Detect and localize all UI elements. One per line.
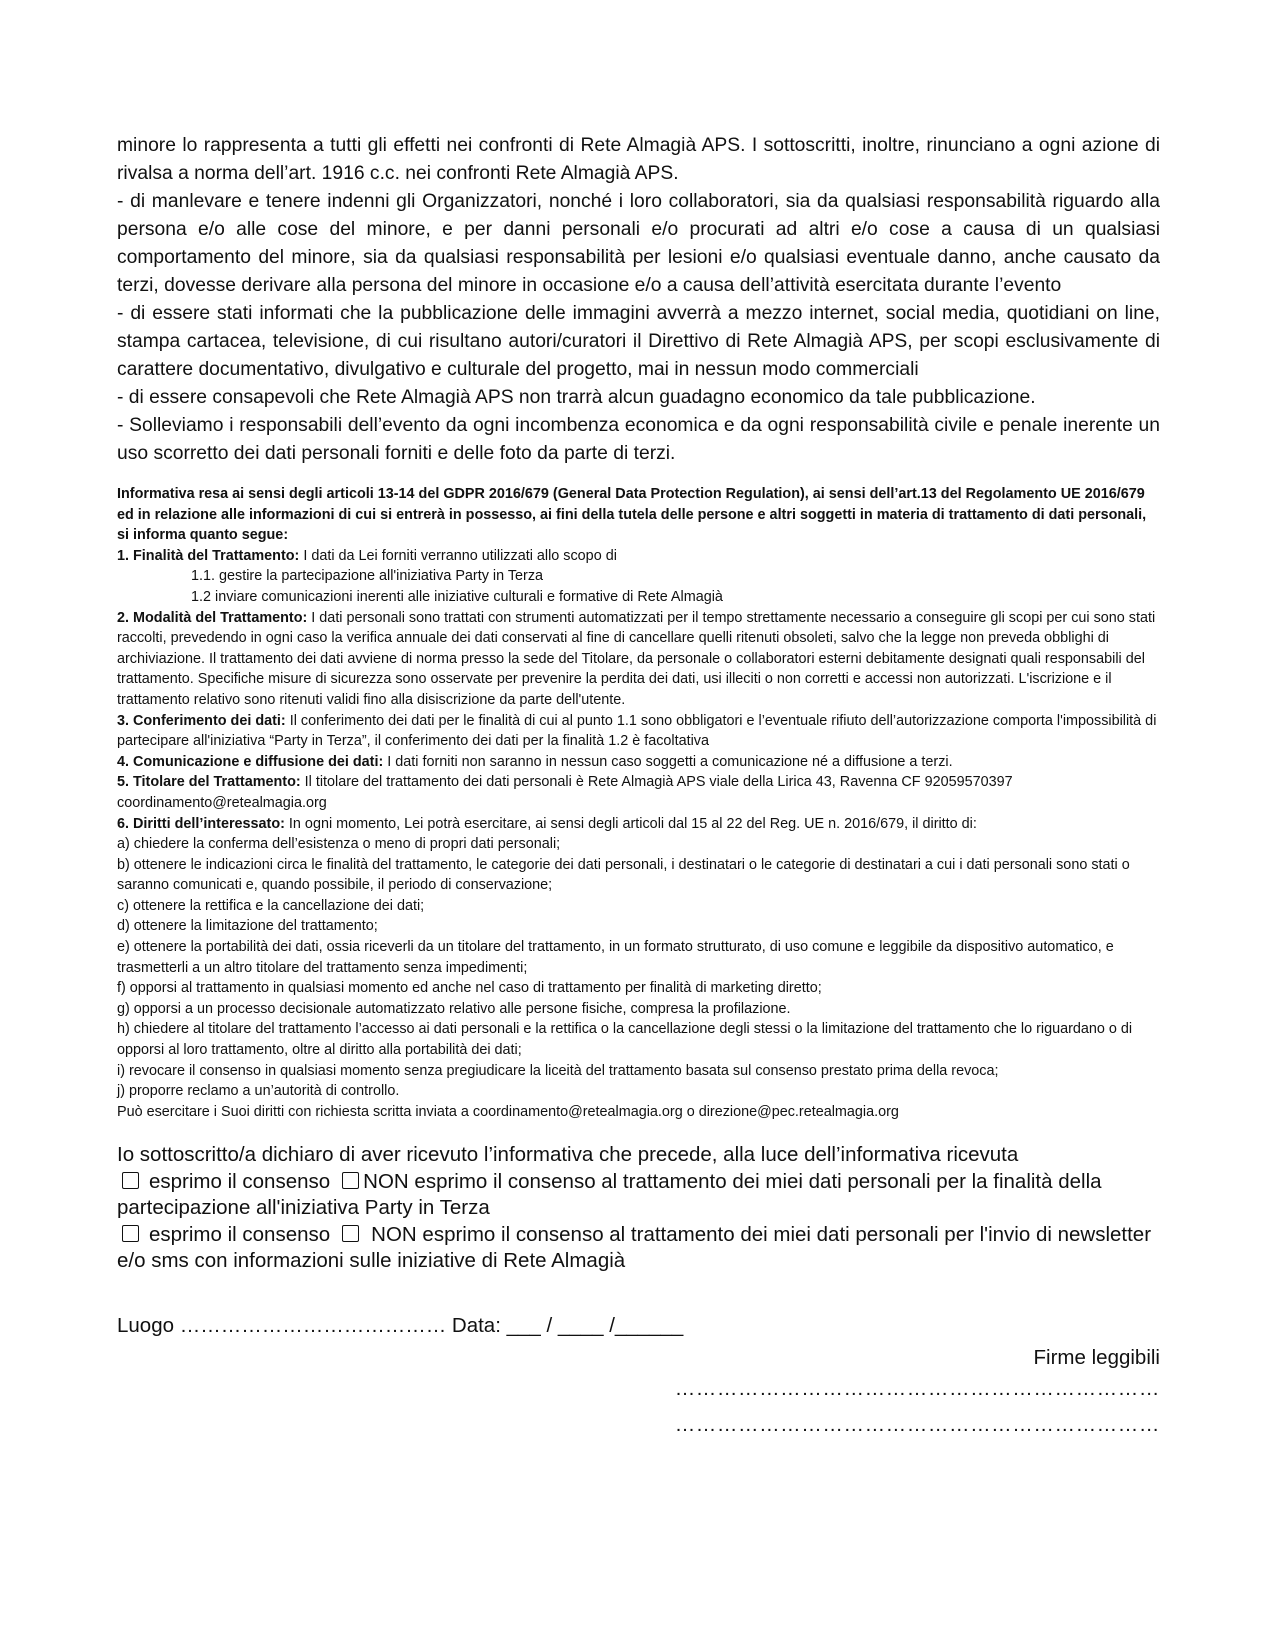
consent-no-label: NON esprimo il consenso al trattamento dei miei dati personali per la finalità della partecipazione all'iniziativa Party in Terza	[117, 1169, 1102, 1220]
section-text: In ogni momento, Lei potrà esercitare, ai sensi degli articoli dal 15 al 22 del Reg. UE n. 2016/679, il diritto di:	[284, 815, 977, 832]
right-item: a) chiedere la conferma dell’esistenza o meno di propri dati personali;	[117, 836, 561, 853]
section-title: 4. Comunicazione e diffusione dei dati:	[117, 753, 384, 770]
section-text: Il titolare del trattamento dei dati personali è Rete Almagià APS viale della Lirica 43, Ravenna CF 92059570397 coordinamento@retealmagia.org	[117, 774, 1013, 811]
section-title: 1. Finalità del Trattamento:	[117, 547, 300, 564]
section-rights	[117, 814, 1160, 835]
right-item: h) chiedere al titolare del trattamento l’accesso ai dati personali e la rettifica o la cancellazione degli stessi o la limitazione del trattamento che lo riguardano o di opporsi al loro trattamento, oltre al diritto alla portabilità dei dati;	[117, 1021, 1133, 1059]
signatures-label: Firme leggibili	[1033, 1345, 1160, 1369]
right-item: i) revocare il consenso in qualsiasi momento senza pregiudicare la liceità del trattamento basata sul consenso prestato prima della revoca;	[117, 1062, 999, 1079]
place-field[interactable]: Luogo …………………………………	[117, 1313, 447, 1337]
right-item: e) ottenere la portabilità dei dati, ossia riceverli da un titolare del trattamento, in un formato strutturato, di uso comune e leggibile da dispositivo automatico, e trasmetterli a un altro titolare del trattamento senza impedimenti;	[117, 939, 1114, 976]
section-controller	[117, 772, 1160, 813]
consent-no-checkbox-newsletter[interactable]	[342, 1225, 359, 1242]
right-item: d) ottenere la limitazione del trattamento;	[117, 918, 378, 935]
section-title: 6. Diritti dell’interessato:	[117, 815, 285, 832]
section-title: 3. Conferimento dei dati:	[117, 712, 286, 729]
section-data-provision	[117, 711, 1160, 752]
consent-yes-label: esprimo il consenso	[149, 1222, 331, 1246]
section-purpose	[117, 546, 1160, 567]
section-text: Il conferimento dei dati per le finalità di cui al punto 1.1 sono obbligatori e l’eventuale rifiuto dell’autorizzazione comporta l'impossibilità di partecipare all'iniziativa “Party in Terza”, il conferimento dei dati per la finalità 1.2 è facoltativa	[117, 712, 1157, 750]
clause-liability-release: - Solleviamo i responsabili dell’evento da ogni incombenza economica e da ogni responsabilità civile e penale inerente un uso scorretto dei dati personali forniti e delle foto da parte di terzi.	[117, 415, 1160, 464]
section-communication	[117, 752, 1160, 773]
right-item: f) opporsi al trattamento in qualsiasi momento ed anche nel caso di trattamento per finalità di marketing diretto;	[117, 980, 822, 997]
section-text: I dati forniti non saranno in nessun caso soggetti a comunicazione né a diffusione a terzi.	[383, 753, 953, 770]
purpose-item-1-2: 1.2 inviare comunicazioni inerenti alle iniziative culturali e formative di Rete Almagià	[191, 588, 723, 605]
document-page	[117, 132, 1160, 1443]
consent-yes-label: esprimo il consenso	[149, 1169, 331, 1193]
section-text: I dati da Lei forniti verranno utilizzati allo scopo di	[299, 547, 617, 564]
clause-image-publication: - di essere stati informati che la pubblicazione delle immagini avverrà a mezzo internet, social media, quotidiani on line, stampa cartacea, televisione, di cui risultano autori/curatori il Direttivo di Rete Almagià APS, per scopi esclusivamente di carattere documentativo, divulgativo e culturale del progetto, mai in nessun modo commerciali	[117, 303, 1160, 380]
purpose-item-1-1: 1.1. gestire la partecipazione all'iniziativa Party in Terza	[191, 568, 544, 585]
place-date-line	[117, 1313, 1160, 1339]
signature-line-2[interactable]: ……………………………………………………………	[674, 1412, 1160, 1436]
consent-yes-checkbox-newsletter[interactable]	[122, 1225, 139, 1242]
declaration-clauses	[117, 132, 1160, 468]
consent-option-participation	[117, 1169, 1160, 1222]
clause-minor-representation: minore lo rappresenta a tutti gli effetti nei confronti di Rete Almagià APS. I sottoscritti, inoltre, rinunciano a ogni azione di rivalsa a norma dell’art. 1916 c.c. nei confronti Rete Almagià APS.	[117, 135, 1160, 184]
consent-no-checkbox-participation[interactable]	[342, 1172, 359, 1189]
date-field[interactable]: Data: ___ / ____ /______	[451, 1313, 684, 1337]
signatures-block	[117, 1345, 1160, 1443]
section-title: 5. Titolare del Trattamento:	[117, 774, 301, 791]
privacy-notice	[117, 484, 1160, 1122]
signature-line-1[interactable]: ……………………………………………………………	[674, 1376, 1160, 1400]
consent-declaration: Io sottoscritto/a dichiaro di aver ricevuto l’informativa che precede, alla luce dell’informativa ricevuta	[117, 1143, 1019, 1167]
consent-yes-checkbox-participation[interactable]	[122, 1172, 139, 1189]
section-text: I dati personali sono trattati con strumenti automatizzati per il tempo strettamente necessario a conseguire gli scopi per cui sono stati raccolti, prevedendo in ogni caso la verifica annuale dei dati conservati al fine di cancellare quelli ritenuti obsoleti, salvo che la legge non preveda obblighi di archiviazione. Il trattamento dei dati avviene di norma presso la sede del Titolare, da personale o collaboratori esterni debitamente designati quali responsabili del trattamento. Specifiche misure di sicurezza sono osservate per prevenire la perdita dei dati, usi illeciti o non corretti e accessi non autorizzati. L'iscrizione e il trattamento relativo sono ritenuti validi fino alla disiscrizione da parte dell'utente.	[117, 609, 1156, 708]
right-item: g) opporsi a un processo decisionale automatizzato relativo alle persone fisiche, compresa la profilazione.	[117, 1000, 791, 1017]
right-item: c) ottenere la rettifica e la cancellazione dei dati;	[117, 897, 425, 914]
right-item: b) ottenere le indicazioni circa le finalità del trattamento, le categorie dei dati personali, i destinatari o le categorie di destinatari a cui i dati personali sono stati o saranno comunicati e, quando possibile, il periodo di conservazione;	[117, 856, 1130, 894]
privacy-notice-heading: Informativa resa ai sensi degli articoli 13-14 del GDPR 2016/679 (General Data Protection Regulation), ai sensi dell’art.13 del Regolamento UE 2016/679 ed in relazione alle informazioni di cui si entrerà in possesso, ai fini della tutela delle persone e altri soggetti in materia di trattamento di dati personali, si informa quanto segue:	[117, 486, 1147, 544]
rights-contact: Può esercitare i Suoi diritti con richiesta scritta inviata a coordinamento@retealmagia.org o direzione@pec.retealmagia.org	[117, 1103, 899, 1120]
consent-no-label: NON esprimo il consenso al trattamento dei miei dati personali per l'invio di newsletter e/o sms con informazioni sulle iniziative di Rete Almagià	[117, 1222, 1152, 1273]
clause-indemnity: - di manlevare e tenere indenni gli Organizzatori, nonché i loro collaboratori, sia da qualsiasi responsabilità riguardo alla persona e/o alle cose del minore, e per danni personali e/o procurati ad altri e/o cose a causa di un qualsiasi comportamento del minore, sia da qualsiasi responsabilità per lesioni e/o qualsiasi eventuale danno, anche causato da terzi, dovesse derivare alla persona del minore in occasione e/o a causa dell’attività esercitata durante l’evento	[117, 191, 1160, 296]
consent-option-newsletter	[117, 1222, 1160, 1275]
right-item: j) proporre reclamo a un’autorità di controllo.	[117, 1083, 400, 1100]
section-methods	[117, 608, 1160, 711]
clause-no-profit: - di essere consapevoli che Rete Almagià APS non trarrà alcun guadagno economico da tale pubblicazione.	[117, 387, 1036, 408]
section-title: 2. Modalità del Trattamento:	[117, 609, 308, 626]
consent-section	[117, 1142, 1160, 1275]
